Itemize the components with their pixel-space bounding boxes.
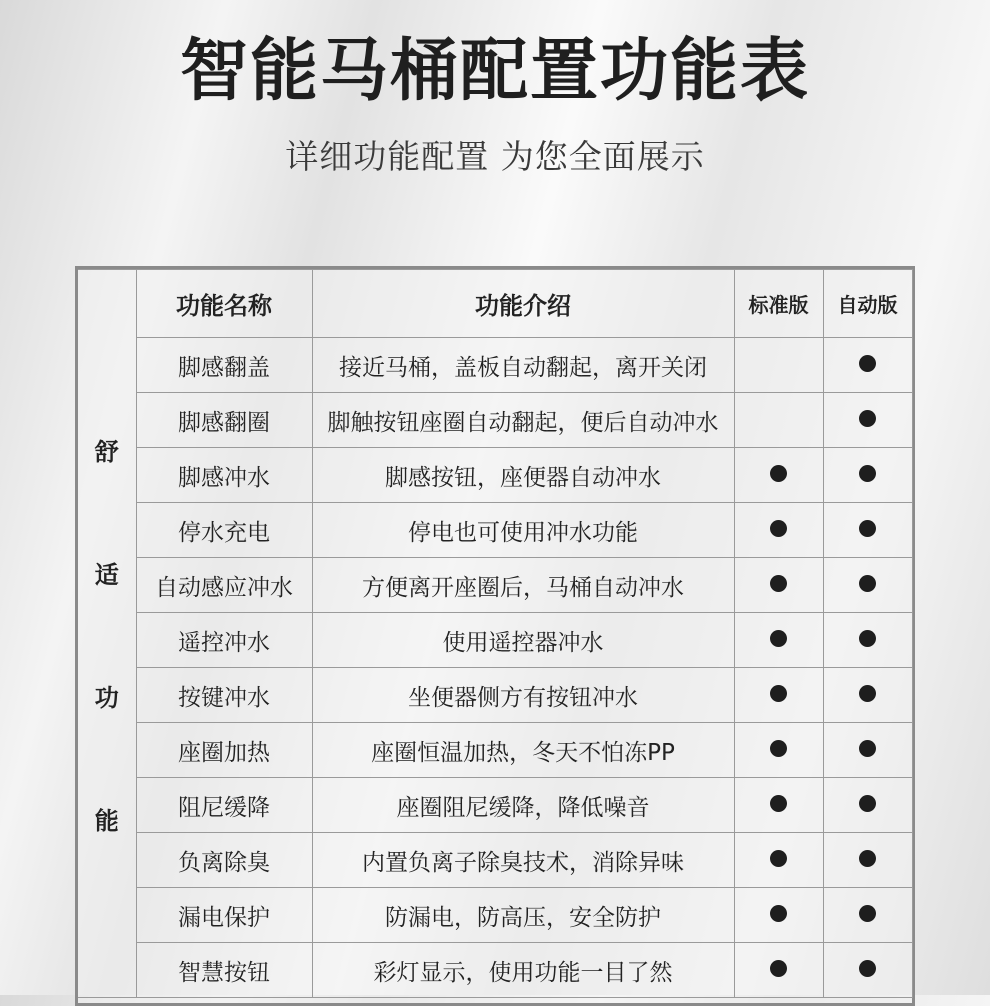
- cell-auto: [823, 338, 912, 393]
- feature-name: 智慧按钮: [136, 943, 312, 998]
- table-row: [78, 833, 912, 888]
- header-auto: 自动版: [823, 270, 912, 338]
- table-row: [78, 503, 912, 558]
- included-dot-icon: [859, 575, 876, 592]
- cell-standard: [734, 338, 823, 393]
- included-dot-icon: [859, 850, 876, 867]
- cell-auto: [823, 448, 912, 503]
- included-dot-icon: [770, 685, 787, 702]
- feature-desc: 彩灯显示，使用功能一目了然: [312, 943, 734, 998]
- cell-standard: [734, 503, 823, 558]
- included-dot-icon: [859, 795, 876, 812]
- category-char: 舒: [94, 437, 119, 466]
- feature-desc: 座圈阻尼缓降，降低噪音: [312, 778, 734, 833]
- feature-table-grid: [78, 269, 913, 998]
- table-row: [78, 943, 912, 998]
- feature-name: 脚感冲水: [136, 448, 312, 503]
- cell-auto: [823, 558, 912, 613]
- table-row: [78, 393, 912, 448]
- header-standard: 标准版: [734, 270, 823, 338]
- feature-desc: 方便离开座圈后，马桶自动冲水: [312, 558, 734, 613]
- included-dot-icon: [770, 575, 787, 592]
- table-row: [78, 778, 912, 833]
- feature-table: [75, 266, 915, 1006]
- table-row: [78, 668, 912, 723]
- cell-standard: [734, 393, 823, 448]
- header-feature-name: 功能名称: [136, 270, 312, 338]
- feature-name: 负离除臭: [136, 833, 312, 888]
- included-dot-icon: [859, 630, 876, 647]
- cell-auto: [823, 943, 912, 998]
- cell-standard: [734, 668, 823, 723]
- feature-name: 漏电保护: [136, 888, 312, 943]
- category-char: 功: [94, 683, 119, 712]
- feature-name: 脚感翻圈: [136, 393, 312, 448]
- included-dot-icon: [859, 410, 876, 427]
- included-dot-icon: [770, 520, 787, 537]
- header-feature-desc: 功能介绍: [312, 270, 734, 338]
- feature-desc: 座圈恒温加热，冬天不怕冻PP: [312, 723, 734, 778]
- cell-auto: [823, 613, 912, 668]
- category-char: 能: [94, 806, 119, 835]
- included-dot-icon: [859, 960, 876, 977]
- included-dot-icon: [770, 795, 787, 812]
- included-dot-icon: [770, 960, 787, 977]
- cell-auto: [823, 888, 912, 943]
- cell-auto: [823, 393, 912, 448]
- table-row: [78, 888, 912, 943]
- cell-standard: [734, 943, 823, 998]
- feature-name: 座圈加热: [136, 723, 312, 778]
- table-row: [78, 448, 912, 503]
- feature-name: 自动感应冲水: [136, 558, 312, 613]
- category-label: [78, 432, 136, 836]
- table-row: [78, 613, 912, 668]
- feature-desc: 防漏电，防高压，安全防护: [312, 888, 734, 943]
- included-dot-icon: [859, 465, 876, 482]
- feature-desc: 坐便器侧方有按钮冲水: [312, 668, 734, 723]
- included-dot-icon: [859, 520, 876, 537]
- included-dot-icon: [859, 740, 876, 757]
- page-title: 智能马桶配置功能表: [179, 32, 810, 111]
- included-dot-icon: [859, 685, 876, 702]
- feature-desc: 脚触按钮座圈自动翻起，便后自动冲水: [312, 393, 734, 448]
- table-row: [78, 558, 912, 613]
- table-row: [78, 338, 912, 393]
- cell-standard: [734, 448, 823, 503]
- included-dot-icon: [770, 465, 787, 482]
- category-cell: [78, 270, 136, 998]
- cell-auto: [823, 723, 912, 778]
- feature-name: 遥控冲水: [136, 613, 312, 668]
- cell-auto: [823, 778, 912, 833]
- table-row: [78, 723, 912, 778]
- cell-auto: [823, 668, 912, 723]
- table-header-row: [78, 270, 912, 338]
- category-char: 适: [94, 560, 119, 589]
- feature-desc: 内置负离子除臭技术，消除异味: [312, 833, 734, 888]
- cell-standard: [734, 833, 823, 888]
- cell-standard: [734, 558, 823, 613]
- cell-auto: [823, 833, 912, 888]
- feature-desc: 停电也可使用冲水功能: [312, 503, 734, 558]
- cell-standard: [734, 613, 823, 668]
- page-subtitle: 详细功能配置 为您全面展示: [285, 137, 705, 176]
- feature-name: 阻尼缓降: [136, 778, 312, 833]
- cell-auto: [823, 503, 912, 558]
- feature-desc: 使用遥控器冲水: [312, 613, 734, 668]
- feature-name: 停水充电: [136, 503, 312, 558]
- included-dot-icon: [770, 850, 787, 867]
- cell-standard: [734, 778, 823, 833]
- included-dot-icon: [770, 740, 787, 757]
- feature-name: 按键冲水: [136, 668, 312, 723]
- feature-desc: 接近马桶，盖板自动翻起，离开关闭: [312, 338, 734, 393]
- included-dot-icon: [859, 355, 876, 372]
- feature-name: 脚感翻盖: [136, 338, 312, 393]
- cell-standard: [734, 723, 823, 778]
- cell-standard: [734, 888, 823, 943]
- feature-desc: 脚感按钮，座便器自动冲水: [312, 448, 734, 503]
- included-dot-icon: [770, 905, 787, 922]
- included-dot-icon: [770, 630, 787, 647]
- included-dot-icon: [859, 905, 876, 922]
